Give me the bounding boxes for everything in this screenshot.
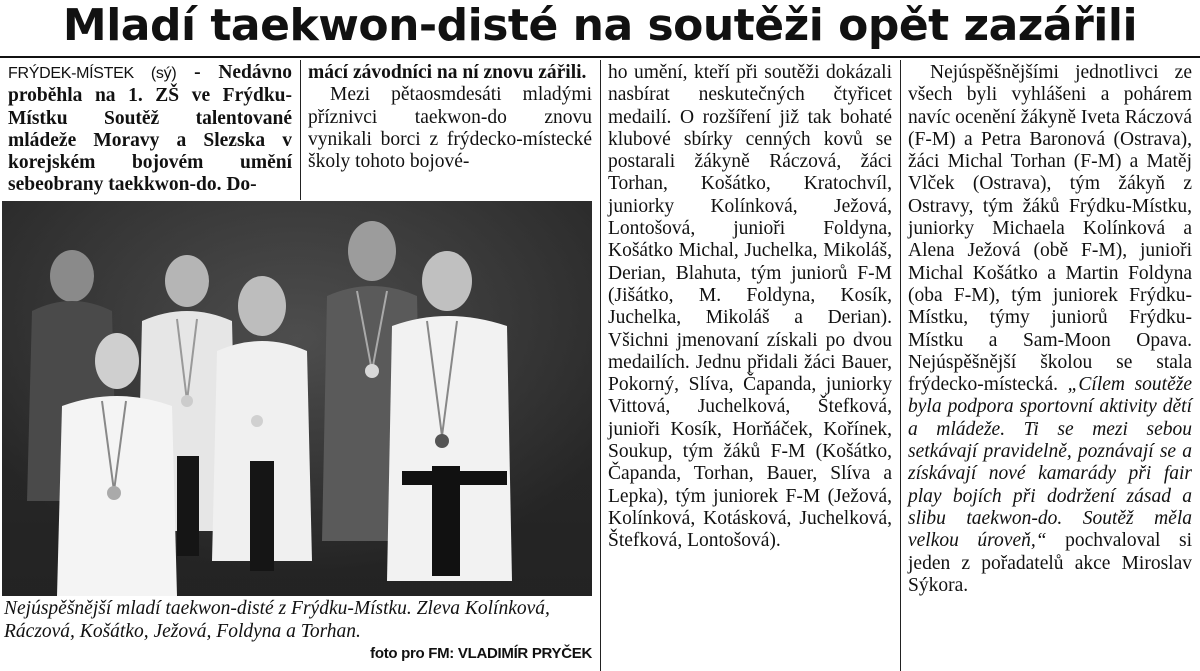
headline-rule <box>0 56 1200 58</box>
column-3 <box>608 62 892 553</box>
lead-text: - Nedávno proběhla na 1. ZŠ ve Frýdku-Místku Soutěž talentované mládeže Moravy a Slezska v korejském bojovém umění sebeobrany taekkwon-do. Do- <box>8 62 292 196</box>
column-divider-2 <box>600 60 601 671</box>
column-4 <box>908 62 1192 597</box>
attribution-text: pochvaloval si jeden z pořadatelů akce Miroslav Sýkora. <box>908 530 1193 596</box>
body-paragraph <box>908 62 1192 597</box>
team-photo <box>2 201 592 596</box>
body-paragraph: Mezi pětaosmdesáti mladými příznivci taekwon-do znovu vynikali borci z frýdecko-místecké školy tohoto bojové- <box>308 84 592 173</box>
dateline: FRÝDEK-MÍSTEK (sý) <box>8 65 177 82</box>
lead-paragraph <box>8 62 292 197</box>
photo-credit: foto pro FM: VLADIMÍR PRYČEK <box>370 645 592 662</box>
column-divider-3 <box>900 60 901 671</box>
lead-continuation: mácí závodníci na ní znovu zářili. <box>308 62 587 83</box>
results-text: Nejúspěšnějšími jednotlivci ze všech byli vyhlášeni a pohárem navíc ocenění žákyně Iveta Ráczová (F-M) a Petra Baronová (Ostrava), žáci Michal Torhan (F-M) a Matěj Vlček (Ostrava), tým žákyň z Ostravy, tým žáků Frýdku-Místku, juniorky Michaela Kolínková a Alena Ježová (obě F-M), junioři Michal Košátko a Martin Foldyna (oba F-M), tým juniorek Frýdku-Místku, týmy juniorů Frýdku-Místku a Sam-Moon Opava. Nejúspěšnější školou se stala frýdecko-místecká. <box>908 62 1192 396</box>
column-2 <box>308 62 592 173</box>
headline: Mladí taekwon-disté na soutěži opět zazářili <box>62 0 1138 51</box>
column-1 <box>8 62 292 197</box>
photo-caption: Nejúspěšnější mladí taekwon-disté z Frýdku-Místku. Zleva Kolínková, Ráczová, Košátko, Ježová, Foldyna a Torhan. <box>4 598 550 642</box>
body-paragraph: ho umění, kteří při soutěži dokázali nasbírat neskutečných čtyřicet medailí. O rozšíření již tak bohaté klubové sbírky cenných kovů se postarali žákyně Ráczová, žáci Torhan, Košátko, Kratochvíl, juniorky Kolínková, Ježová, Lontošová, junioři Foldyna, Košátko Michal, Juchelka, Mikoláš, Derian, Blahuta, tým juniorů F-M (Jišátko, M. Foldyna, Kosík, Juchelka, Mikoláš a Derian). Všichni jmenovaní získali po dvou medailích. Jednu přidali žáci Bauer, Pokorný, Slíva, Čapanda, juniorky Vittová, Juchelková, Štefková, junioři Kosík, Horňáček, Kořínek, Soukup, tým žáků F-M (Košátko, Čapanda, Torhan, Bauer, Slíva a Lepka), tým juniorek F-M (Ježová, Kolínková, Kotásková, Juchelková, Štefková, Lontošová). <box>608 62 892 552</box>
quote-text: „Cílem soutěže byla podpora sportovní aktivity dětí a mládeže. Ti se mezi sebou setkávají pravidelně, poznávají se a získávají nové kamarády při fair play bojích při dodržení zásad a slibu taekwon-do. Soutěž měla velkou úroveň,“ <box>908 374 1192 552</box>
column-divider-1 <box>300 60 301 200</box>
